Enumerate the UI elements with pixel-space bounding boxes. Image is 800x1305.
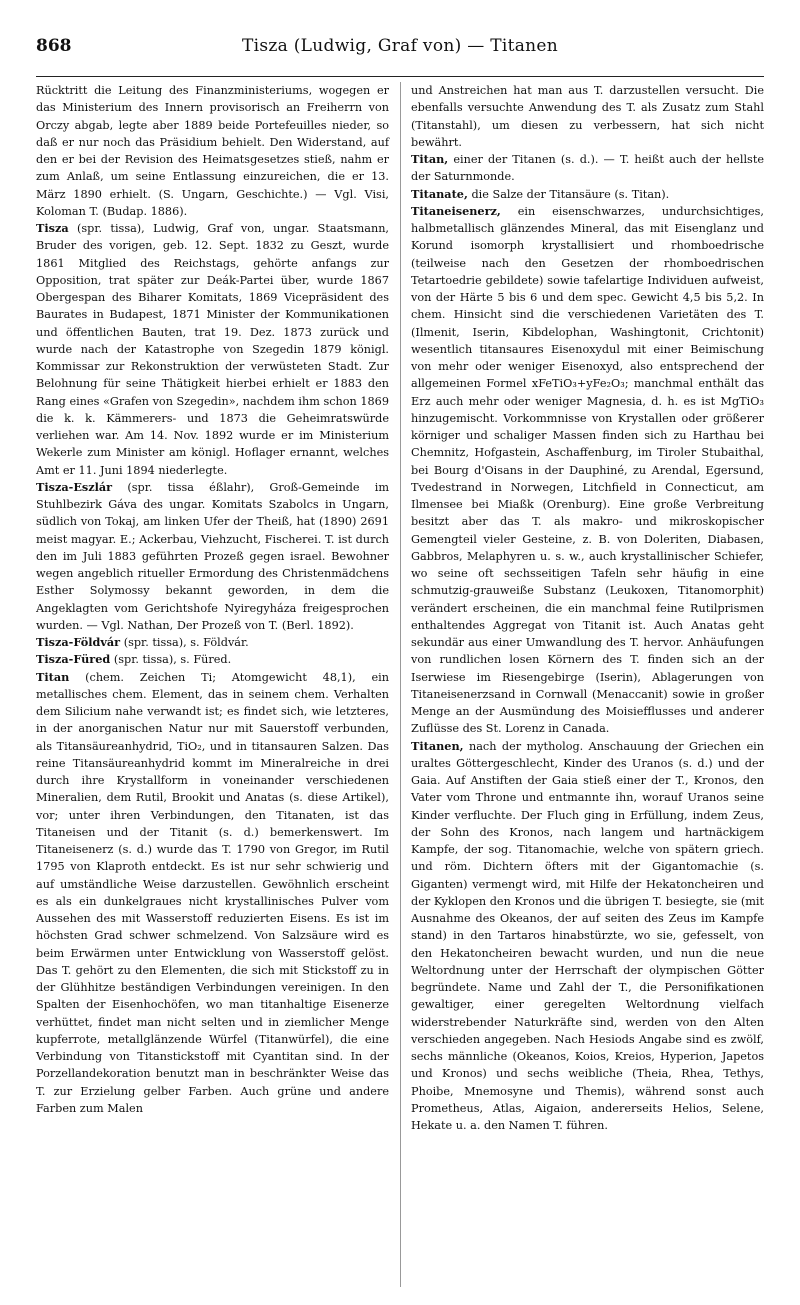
entry-text: ein eisenschwarzes, undurchsichtiges, halbmetallisch glänzendes Mineral, das mit Eisenglanz und Korund isomorph krystallisiert und rhomboedrische (teilweise nach den Gesetzen der rhomboedrischen Tetartoedrie gebildete) sowie tafelartige Individuen aufweist, von der Härte 5 bis 6 und dem spec. Gewicht 4,5 bis 5,2. In chem. Hinsicht sind die verschiedenen Varietäten des T. (Ilmenit, Iserin, Kibdelophan, Washingtonit, Crichtonit) wesentlich titansaures Eisenoxydul mit einer Beimischung von mehr oder weniger Eisenoxyd, also entsprechend der allgemeinen Formel xFeTiO₃+yFe₂O₃; manchmal enthält das Erz auch mehr oder weniger Magnesia, d. h. es ist MgTiO₃ hinzugemischt. Vorkommnisse von Krystallen oder größerer körniger und schaliger Massen finden sich zu Harthau bei Chemnitz, Hofgastein, Aschaffenburg, im Tiroler Stubaithal, bei Bourg d'Oisans in der Dauphiné, zu Arendal, Egersund, Tvedestrand in Norwegen, Litchfield in Connecticut, am Ilmensee bei Miaßk (Orenburg). Eine große Verbreitung besitzt aber das T. als makro- und mikroskopischer Gemengteil vieler Gesteine, z. B. von Doleriten, Diabasen, Gabbros, Melaphyren u. s. w., auch krystallinischer Schiefer, wo seine oft sechsseitigen Tafeln sehr häufig in eine schmutzig-grauweiße Substanz (Leukoxen, Titanomorphit) verändert erscheinen, die ein manchmal feine Rutilprismen enthaltendes Aggregat von Titanit ist. Auch Anatas geht sekundär aus einer Umwandlung des T. hervor. Anhäufungen von rundlichen losen Körnern des T. finden sich an der Iserwiese im Riesengebirge (Iserin), Ablagerungen von Titaneisenerzsand in Cornwall (Menaccanit) sowie in großer Menge an der Ausmündung des Moisiefflusses und anderer Zuflüsse des St. Lorenz in Canada. <box>411 204 764 736</box>
entry-text: nach der mytholog. Anschauung der Griechen ein uraltes Göttergeschlecht, Kinder des Uranos (s. d.) und der Gaia. Auf Anstiften der Gaia stieß einer der T., Kronos, den Vater vom Throne und entmannte ihn, worauf Uranos seine Kinder verfluchte. Der Fluch ging in Erfüllung, indem Zeus, der Sohn des Kronos, nach langem und hartnäckigem Kampfe, der sog. Titanomachie, welche von spätern griech. und röm. Dichtern öfters mit der Gigantomachie (s. Giganten) vermengt wird, mit Hilfe der Hekatoncheiren und der Kyklopen den Kronos und die übrigen T. besiegte, sie (mit Ausnahme des Okeanos, der auf seiten des Zeus im Kampfe stand) in den Tartaros hinabstürzte, wo sie, gefesselt, von den Hekatoncheiren bewacht wurden, und nun die neue Weltordnung unter der Herrschaft der olympischen Götter begründete. Name und Zahl der T., die Personifikationen gewaltiger, einer geregelten Weltordnung vielfach widerstrebender Naturkräfte sind, werden von den Alten verschieden angegeben. Nach Hesiods Angabe sind es zwölf, sechs männliche (Okeanos, Koios, Kreios, Hyperion, Japetos und Kronos) und sechs weibliche (Theia, Rhea, Tethys, Phoibe, Mnemosyne und Themis), während sonst auch Prometheus, Atlas, Aigaion, andererseits Helios, Selene, Hekate u. a. den Namen T. führen. <box>411 739 764 1132</box>
entry-text: die Salze der Titansäure (s. Titan). <box>471 187 670 201</box>
entry-headword: Tisza-Füred <box>36 652 111 667</box>
dictionary-entry <box>36 220 389 479</box>
entry-headword: Tisza <box>36 221 69 235</box>
entry-headword: Titan, <box>411 152 449 166</box>
page-number: 868 <box>36 36 72 56</box>
dictionary-entry <box>36 82 389 220</box>
entry-headword: Titaneisenerz, <box>411 203 501 218</box>
dictionary-entry <box>411 203 764 738</box>
dictionary-entry <box>411 186 764 203</box>
entry-text: (spr. tissa), Ludwig, Graf von, ungar. Staatsmann, Bruder des vorigen, geb. 12. Sept. 1832 zu Geszt, wurde 1861 Mitglied des Reichstags, gehörte anfangs zur Opposition, trat später zur Deák-Partei über, wurde 1867 Obergespan des Biharer Komitats, 1869 Vicepräsident des Baurates in Budapest, 1871 Minister der Kommunikationen und öffentlichen Bauten, trat 19. Dez. 1873 zurück und wurde nach der Katastrophe von Szegedin 1879 königl. Kommissar zur Rekonstruktion der verwüsteten Stadt. Zur Belohnung für seine Thätigkeit hierbei erhielt er 1883 den Rang eines «Grafen von Szegedin», nachdem ihm schon 1869 die k. k. Kämmerers- und 1873 die Geheimratswürde verliehen war. Am 14. Nov. 1892 wurde er im Ministerium Wekerle zum Minister am königl. Hoflager ernannt, welches Amt er 11. Juni 1894 niederlegte. <box>36 222 390 477</box>
dictionary-entry <box>36 479 389 634</box>
entry-text: einer der Titanen (s. d.). — T. heißt auch der hellste der Saturnmonde. <box>411 153 764 184</box>
entry-headword: Titanen, <box>411 738 464 753</box>
entry-headword: Titan <box>36 669 70 684</box>
dictionary-entry <box>411 738 764 1135</box>
left-column <box>36 82 389 1134</box>
text-columns <box>36 82 764 1134</box>
entry-text: (chem. Zeichen Ti; Atomgewicht 48,1), ein metallisches chem. Element, das in seinem chem. Verhalten dem Silicium nahe verwandt ist; es findet sich, wie letzteres, in der anorganischen Natur nur mit Sauerstoff verbunden, als Titansäureanhydrid, TiO₂, und in titansauren Salzen. Das reine Titansäureanhydrid kommt im Mineralreiche in drei durch ihre Krystallform in voneinander verschiedenen Mineralien, dem Rutil, Brookit und Anatas (s. diese Artikel), vor; unter ihren Verbindungen, den Titanaten, ist das Titaneisen und der Titanit (s. d.) bemerkenswert. Im Titaneisenerz (s. d.) wurde das T. 1790 von Gregor, im Rutil 1795 von Klaproth entdeckt. Es ist nur sehr schwierig und auf umständliche Weise darzustellen. Gewöhnlich erscheint es als ein dunkelgraues nicht krystallinisches Pulver vom Aussehen des mit Wasserstoff reduzierten Eisens. Es ist im höchsten Grad schwer schmelzend. Von Salzsäure wird es beim Erwärmen unter Entwicklung von Wasserstoff gelöst. Das T. gehört zu den Elementen, die sich mit Stickstoff zu in der Glühhitze beständigen Verbindungen vereinigen. In den Spalten der Eisenhochöfen, wo man titanhaltige Eisenerze verhüttet, findet man nicht selten und in ziemlicher Menge kupferrote, metallglänzende Würfel (Titanwürfel), die eine Verbindung von Titanstickstoff mit Cyantitan sind. In der Porzellandekoration benutzt man in beschränkter Weise das T. zur Erzielung gelber Farben. Auch grüne und andere Farben zum Malen <box>36 670 389 1115</box>
entry-text: (spr. tissa éßlahr), Groß-Gemeinde im Stuhlbezirk Gáva des ungar. Komitats Szabolcs in Ungarn, südlich von Tokaj, am linken Ufer der Theiß, hat (1890) 2691 meist magyar. E.; Ackerbau, Viehzucht, Fischerei. T. ist durch den im Juli 1883 geführten Prozeß gegen israel. Bewohner wegen angeblich ritueller Ermordung des Christenmädchens Esther Solymossy bekannt geworden, in dem die Angeklagten vom Gerichtshofe Nyiregyháza freigesprochen wurden. — Vgl. Nathan, Der Prozeß von T. (Berl. 1892). <box>36 480 390 632</box>
dictionary-entry <box>411 82 764 151</box>
entry-text: Rücktritt die Leitung des Finanzministeriums, wogegen er das Ministerium des Innern provisorisch an Freiherrn von Orczy abgab, legte aber 1889 beide Portefeuilles nieder, so daß er nur noch das Präsidium behielt. Den Widerstand, auf den er bei der Revision des Heimatsgesetzes stieß, nahm er zum Anlaß, um seine Entlassung einzureichen, die er 13. März 1890 erhielt. (S. Ungarn, Geschichte.) — Vgl. Visi, Koloman T. (Budap. 1886). <box>36 84 389 218</box>
entry-text: und Anstreichen hat man aus T. darzustellen versucht. Die ebenfalls versuchte Anwendung des T. als Zusatz zum Stahl (Titanstahl), um diesen zu verbessern, hat sich nicht bewährt. <box>411 84 764 149</box>
entry-headword: Tisza-Földvár <box>36 635 121 649</box>
entry-headword: Tisza-Eszlár <box>36 479 113 494</box>
entry-text: (spr. tissa), s. Füred. <box>113 653 232 667</box>
right-column <box>411 82 764 1134</box>
entry-text: (spr. tissa), s. Földvár. <box>123 636 249 649</box>
entry-headword: Titanate, <box>411 186 468 201</box>
dictionary-entry <box>411 151 764 186</box>
dictionary-entry <box>36 634 389 651</box>
running-head: Tisza (Ludwig, Graf von) — Titanen <box>241 36 559 56</box>
dictionary-entry <box>36 669 389 1118</box>
page-header <box>36 36 764 70</box>
header-rule <box>36 76 764 77</box>
dictionary-entry <box>36 651 389 668</box>
